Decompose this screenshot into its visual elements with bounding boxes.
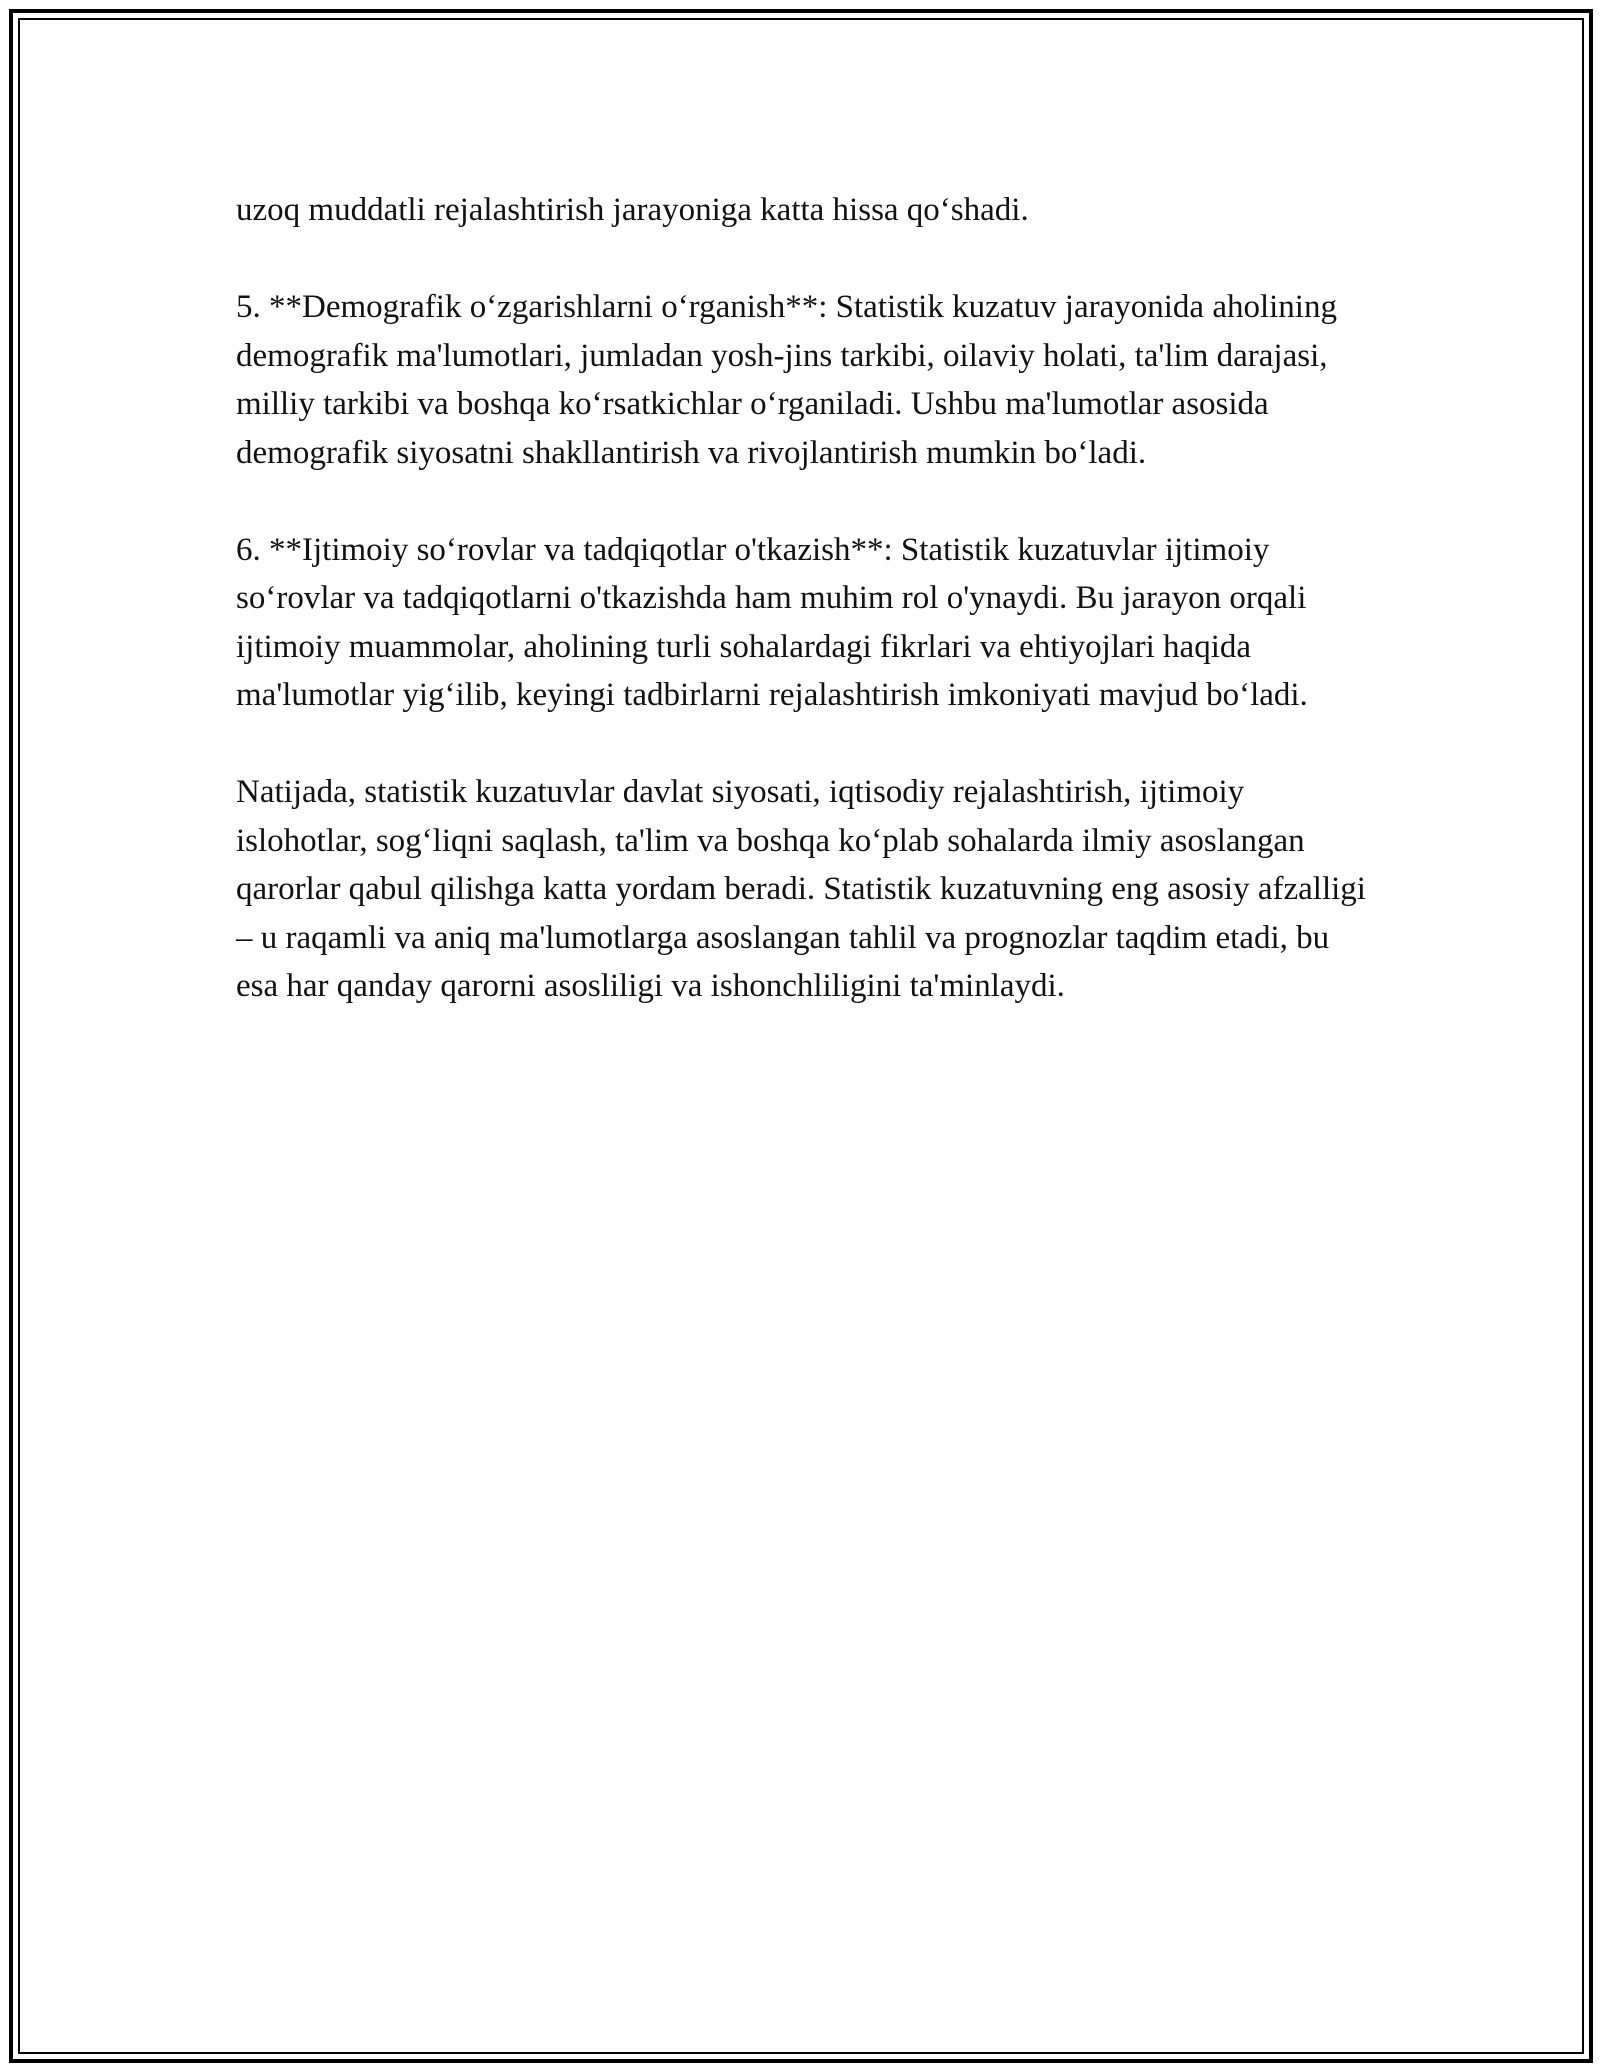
paragraph-item-6: 6. **Ijtimoiy so‘rovlar va tadqiqotlar o'tkazish**: Statistik kuzatuvlar ijtimoiy so‘rovlar va tadqiqotlarni o'tkazishda ham muhim rol o'ynaydi. Bu jarayon orqali ijtimoiy muammolar, aholining turli sohalardagi fikrlari va ehtiyojlari haqida ma'lumotlar yig‘ilib, keyingi tadbirlarni rejalashtirish imkoniyati mavjud bo‘ladi. bbox=[236, 531, 1308, 713]
document-body bbox=[236, 186, 1366, 1059]
paragraph-conclusion: Natijada, statistik kuzatuvlar davlat siyosati, iqtisodiy rejalashtirish, ijtimoiy islohotlar, sog‘liqni saqlash, ta'lim va boshqa ko‘plab sohalarda ilmiy asoslangan qarorlar qabul qilishga katta yordam beradi. Statistik kuzatuvning eng asosiy afzalligi – u raqamli va aniq ma'lumotlarga asoslangan tahlil va prognozlar taqdim etadi, bu esa har qanday qarorni asosliligi va ishonchliligini ta'minlaydi. bbox=[236, 774, 1366, 1004]
paragraph-item-5: 5. **Demografik o‘zgarishlarni o‘rganish**: Statistik kuzatuv jarayonida aholining demografik ma'lumotlari, jumladan yosh-jins tarkibi, oilaviy holati, ta'lim darajasi, milliy tarkibi va boshqa ko‘rsatkichlar o‘rganiladi. Ushbu ma'lumotlar asosida demografik siyosatni shakllantirish va rivojlantirish mumkin bo‘ladi. bbox=[236, 289, 1337, 471]
paragraph-continuation: uzoq muddatli rejalashtirish jarayoniga katta hissa qo‘shadi. bbox=[236, 192, 1029, 228]
